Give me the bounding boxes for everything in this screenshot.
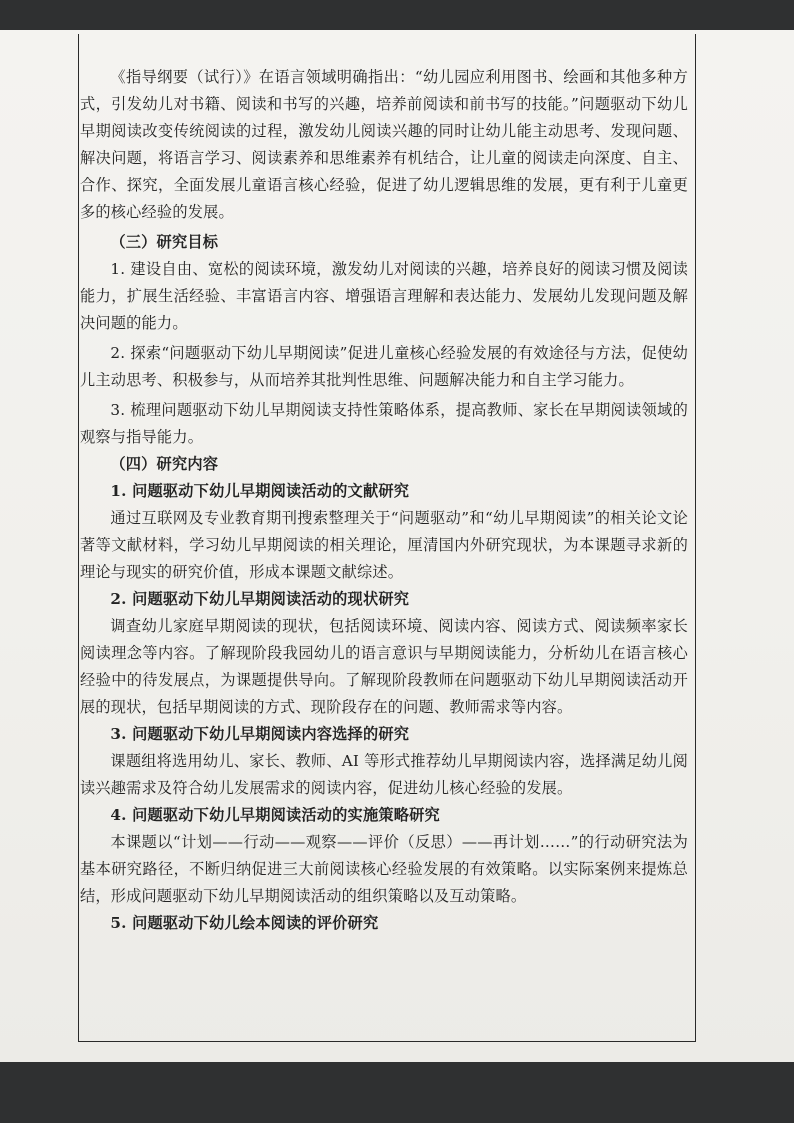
goal-2-paragraph: 2. 探索“问题驱动下幼儿早期阅读”促进儿童核心经验发展的有效途径与方法，促使幼儿主动思考、积极参与，从而培养其批判性思维、问题解决能力和自主学习能力。	[80, 344, 688, 389]
goal-1-paragraph: 1. 建设自由、宽松的阅读环境，激发幼儿对阅读的兴趣，培养良好的阅读习惯及阅读能力，扩展生活经验、丰富语言内容、增强语言理解和表达能力、发展幼儿发现问题及解决问题的能力。	[80, 260, 688, 332]
content-4-heading: 4. 问题驱动下幼儿早期阅读活动的实施策略研究	[110, 806, 440, 824]
document-page	[0, 30, 794, 1062]
content-1-paragraph: 通过互联网及专业教育期刊搜索整理关于“问题驱动”和“幼儿早期阅读”的相关论文论著等文献材料，学习幼儿早期阅读的相关理论，厘清国内外研究现状，为本课题寻求新的理论与现实的研究价值，形成本课题文献综述。	[80, 509, 688, 581]
section-heading-goals: （三）研究目标	[110, 233, 219, 251]
content-3-paragraph: 课题组将选用幼儿、家长、教师、AI 等形式推荐幼儿早期阅读内容，选择满足幼儿阅读兴趣需求及符合幼儿发展需求的阅读内容，促进幼儿核心经验的发展。	[80, 752, 688, 797]
content-5-heading: 5. 问题驱动下幼儿绘本阅读的评价研究	[110, 914, 379, 932]
intro-paragraph: 《指导纲要（试行）》在语言领域明确指出：“幼儿园应利用图书、绘画和其他多种方式，引发幼儿对书籍、阅读和书写的兴趣，培养前阅读和前书写的技能。”问题驱动下幼儿早期阅读改变传统阅读的过程，激发幼儿阅读兴趣的同时让幼儿能主动思考、发现问题、解决问题，将语言学习、阅读素养和思维素养有机结合，让儿童的阅读走向深度、自主、合作、探究，全面发展儿童语言核心经验，促进了幼儿逻辑思维的发展，更有利于儿童更多的核心经验的发展。	[80, 68, 688, 221]
goal-3-paragraph: 3. 梳理问题驱动下幼儿早期阅读支持性策略体系，提高教师、家长在早期阅读领域的观察与指导能力。	[80, 401, 688, 446]
content-1-heading: 1. 问题驱动下幼儿早期阅读活动的文献研究	[110, 482, 410, 500]
content-4-paragraph: 本课题以“计划——行动——观察——评价（反思）——再计划……”的行动研究法为基本研究路径，不断归纳促进三大前阅读核心经验发展的有效策略。以实际案例来提炼总结，形成问题驱动下幼儿早期阅读活动的组织策略以及互动策略。	[80, 833, 688, 905]
content-2-paragraph: 调查幼儿家庭早期阅读的现状，包括阅读环境、阅读内容、阅读方式、阅读频率家长阅读理念等内容。了解现阶段我园幼儿的语言意识与早期阅读能力，分析幼儿在语言核心经验中的待发展点，为课题提供导向。了解现阶段教师在问题驱动下幼儿早期阅读活动开展的现状，包括早期阅读的方式、现阶段存在的问题、教师需求等内容。	[80, 617, 688, 716]
content-3-heading: 3. 问题驱动下幼儿早期阅读内容选择的研究	[110, 725, 410, 743]
content-2-heading: 2. 问题驱动下幼儿早期阅读活动的现状研究	[110, 590, 410, 608]
section-heading-content: （四）研究内容	[110, 455, 219, 473]
document-content	[80, 64, 688, 937]
